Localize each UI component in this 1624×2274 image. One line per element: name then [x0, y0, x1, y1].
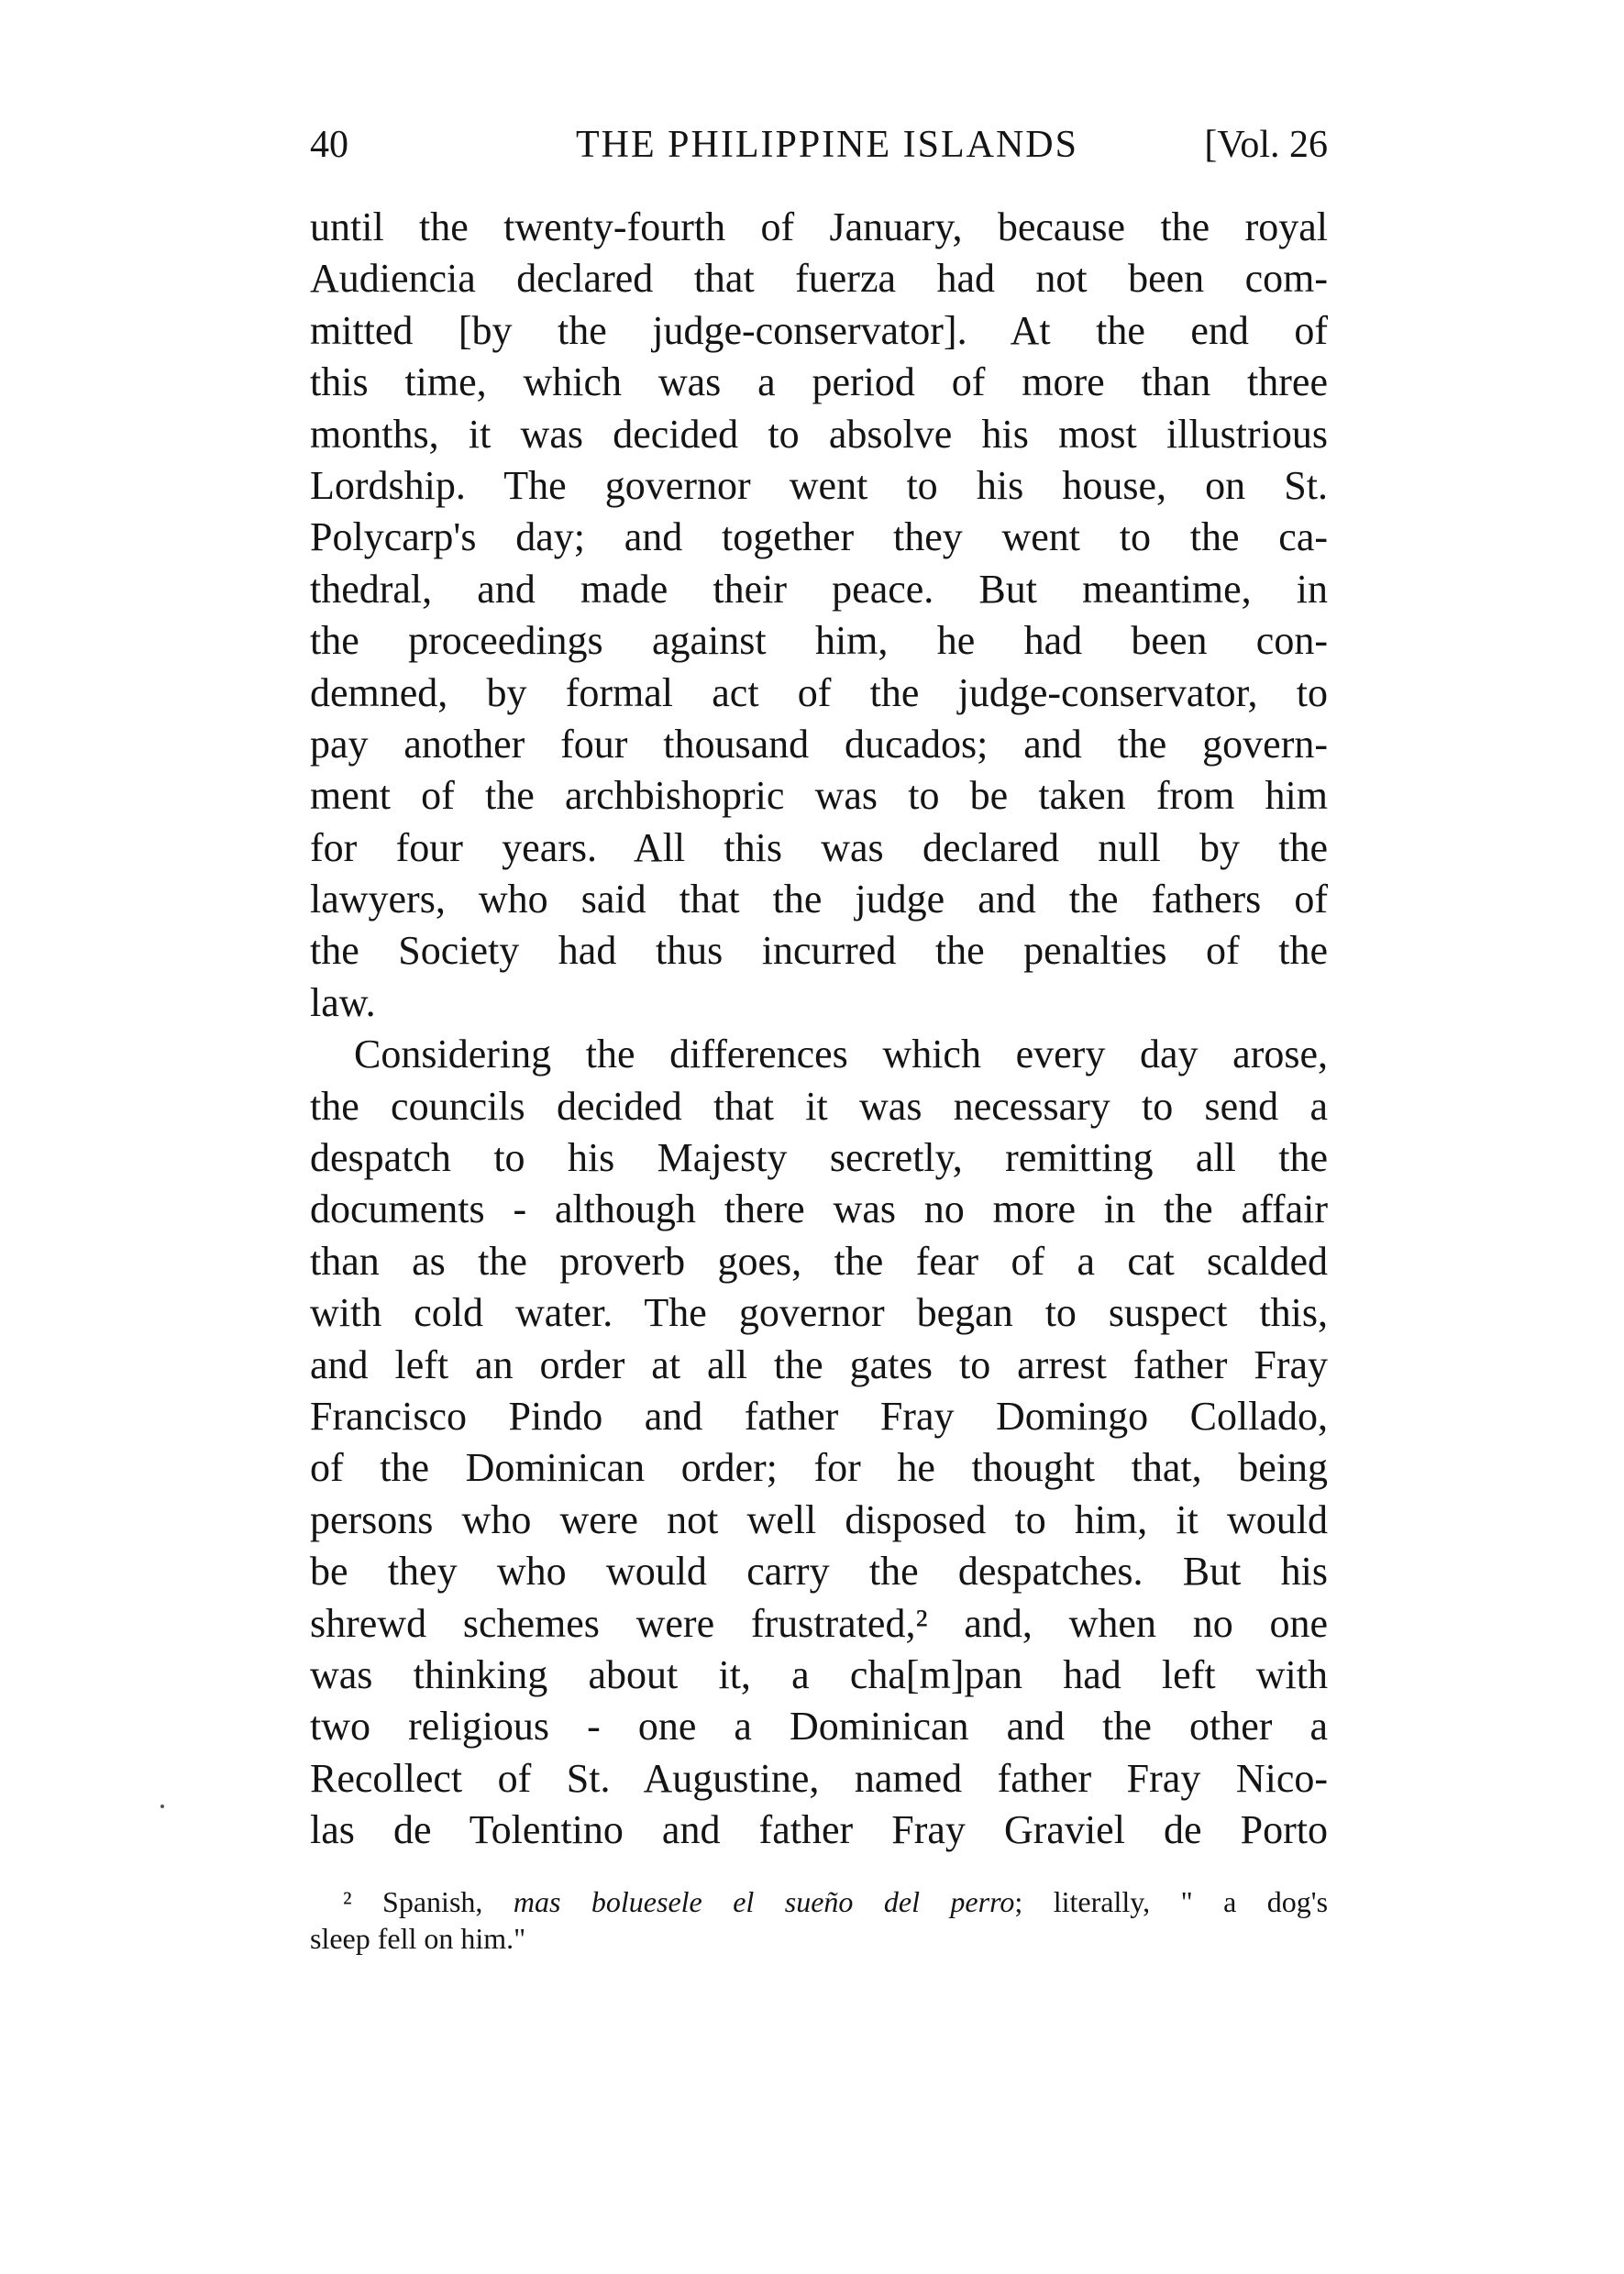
text-line: documents - although there was no more in the affair — [310, 1187, 1328, 1232]
text-line: Francisco Pindo and father Fray Domingo Collado, — [310, 1393, 1328, 1439]
text-line: be they who would carry the despatches. But his — [310, 1549, 1328, 1595]
text-line: ment of the archbishopric was to be taken from him — [310, 773, 1328, 819]
text-line: than as the proverb goes, the fear of a cat scalded — [310, 1238, 1328, 1284]
text-line: months, it was decided to absolve his most illustrious — [310, 411, 1328, 457]
paragraph-start-line: Considering the differences which every day arose, — [354, 1032, 1328, 1077]
text-line: las de Tolentino and father Fray Graviel de Porto — [310, 1807, 1328, 1853]
text-line: and left an order at all the gates to arrest father Fray — [310, 1341, 1328, 1387]
text-line: this time, which was a period of more than three — [310, 359, 1328, 405]
running-title: THE PHILIPPINE ISLANDS — [576, 124, 1078, 166]
text-line: Lordship. The governor went to his house, on St. — [310, 462, 1328, 508]
body-text — [310, 202, 1328, 1857]
text-line: lawyers, who said that the judge and the fathers of — [310, 877, 1328, 922]
text-line: shrewd schemes were frustrated,² and, when no one — [310, 1600, 1328, 1646]
text-line: of the Dominican order; for he thought that, being — [310, 1445, 1328, 1491]
text-line: with cold water. The governor began to suspect this, — [310, 1290, 1328, 1336]
footnote-line — [310, 1883, 1328, 1920]
footnote-marker: ² — [343, 1885, 352, 1918]
paragraph-end-line: law. — [310, 979, 376, 1025]
text-line: was thinking about it, a cha[m]pan had left with — [310, 1651, 1328, 1697]
volume-label: [Vol. 26 — [1204, 124, 1328, 166]
text-line: Audiencia declared that fuerza had not been com- — [310, 256, 1328, 302]
text-line: despatch to his Majesty secretly, remitting all the — [310, 1135, 1328, 1181]
text-line: for four years. All this was declared null by the — [310, 824, 1328, 870]
footnote-line: sleep fell on him." — [310, 1922, 526, 1955]
text-line: thedral, and made their peace. But meantime, in — [310, 566, 1328, 612]
text-line: Recollect of St. Augustine, named father Fray Nico- — [310, 1755, 1328, 1801]
text-line: two religious - one a Dominican and the other a — [310, 1704, 1328, 1750]
footnote-prefix: Spanish, — [351, 1885, 514, 1918]
margin-speck — [160, 1805, 164, 1808]
text-line: the proceedings against him, he had been con- — [310, 618, 1328, 664]
text-line: mitted [by the judge-conservator]. At the end of — [310, 307, 1328, 353]
text-line: persons who were not well disposed to him, it would — [310, 1496, 1328, 1542]
text-line: demned, by formal act of the judge-conservator, to — [310, 669, 1328, 715]
text-line: Polycarp's day; and together they went to the ca- — [310, 514, 1328, 560]
running-header — [310, 117, 1328, 172]
text-line: the councils decided that it was necessary to send a — [310, 1083, 1328, 1129]
footnote — [310, 1883, 1328, 1957]
footnote-spanish-phrase: mas boluesele el sueño del perro — [513, 1885, 1015, 1918]
text-line: the Society had thus incurred the penalties of the — [310, 928, 1328, 974]
text-line: pay another four thousand ducados; and the govern- — [310, 721, 1328, 767]
footnote-suffix: ; literally, " a dog's — [1014, 1885, 1329, 1918]
text-line: until the twenty-fourth of January, because the royal — [310, 204, 1328, 249]
page-number: 40 — [310, 124, 348, 166]
